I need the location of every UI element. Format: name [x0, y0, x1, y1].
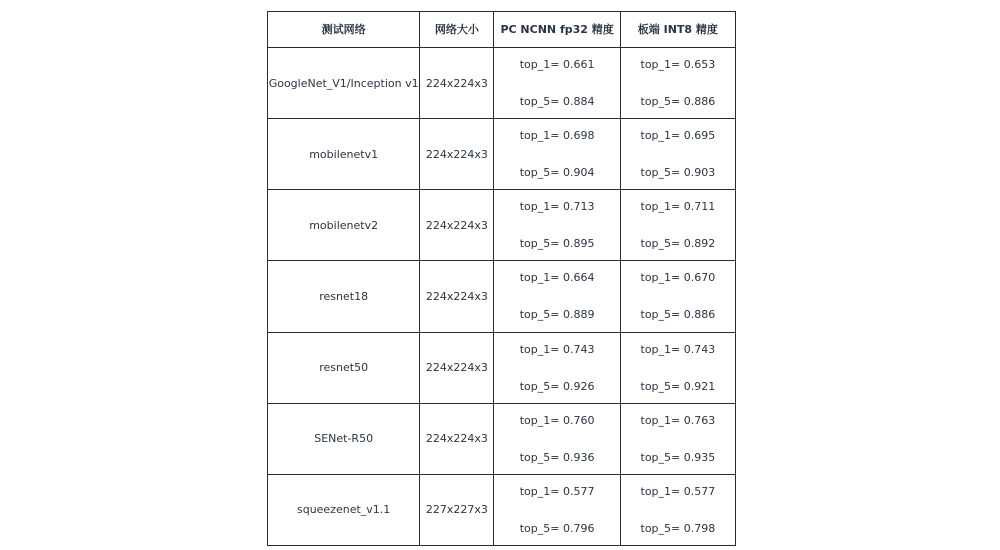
- int8-accuracy: [620, 261, 735, 332]
- network-name: resnet18: [268, 261, 420, 332]
- pc-top5: top_5= 0.936: [519, 450, 595, 464]
- pc-top1: top_1= 0.760: [519, 413, 595, 427]
- int8-top5: top_5= 0.886: [640, 95, 716, 109]
- int8-top1: top_1= 0.743: [640, 342, 716, 356]
- network-name: SENet-R50: [268, 403, 420, 474]
- network-name: resnet50: [268, 332, 420, 403]
- pc-top5: top_5= 0.796: [519, 521, 595, 535]
- network-size: 224x224x3: [420, 332, 494, 403]
- int8-accuracy: [620, 190, 735, 261]
- int8-top5: top_5= 0.892: [640, 237, 716, 251]
- network-name: squeezenet_v1.1: [268, 474, 420, 545]
- network-size: 224x224x3: [420, 261, 494, 332]
- pc-top1: top_1= 0.743: [519, 342, 595, 356]
- pc-accuracy: [494, 48, 620, 119]
- int8-top5: top_5= 0.798: [640, 521, 716, 535]
- pc-top5: top_5= 0.895: [519, 237, 595, 251]
- int8-accuracy: [620, 403, 735, 474]
- int8-top1: top_1= 0.695: [640, 129, 716, 143]
- pc-top1: top_1= 0.713: [519, 200, 595, 214]
- table-row: [268, 48, 736, 119]
- int8-top5: top_5= 0.921: [640, 379, 716, 393]
- pc-top5: top_5= 0.889: [519, 308, 595, 322]
- int8-top5: top_5= 0.903: [640, 166, 716, 180]
- int8-accuracy: [620, 119, 735, 190]
- table-row: [268, 332, 736, 403]
- int8-top1: top_1= 0.577: [640, 484, 716, 498]
- pc-accuracy: [494, 474, 620, 545]
- pc-accuracy: [494, 261, 620, 332]
- pc-top5: top_5= 0.926: [519, 379, 595, 393]
- network-name: mobilenetv1: [268, 119, 420, 190]
- int8-top1: top_1= 0.711: [640, 200, 716, 214]
- pc-top1: top_1= 0.698: [519, 129, 595, 143]
- network-size: 224x224x3: [420, 403, 494, 474]
- int8-accuracy: [620, 474, 735, 545]
- pc-top5: top_5= 0.904: [519, 166, 595, 180]
- header-network: 测试网络: [268, 12, 420, 48]
- table-row: [268, 190, 736, 261]
- header-int8: 板端 INT8 精度: [620, 12, 735, 48]
- pc-accuracy: [494, 190, 620, 261]
- int8-top1: top_1= 0.763: [640, 413, 716, 427]
- network-size: 224x224x3: [420, 48, 494, 119]
- int8-top1: top_1= 0.653: [640, 58, 716, 72]
- table-row: [268, 403, 736, 474]
- network-size: 224x224x3: [420, 190, 494, 261]
- int8-top1: top_1= 0.670: [640, 271, 716, 285]
- table-row: [268, 474, 736, 545]
- accuracy-table: [267, 11, 736, 546]
- header-row: [268, 12, 736, 48]
- pc-accuracy: [494, 403, 620, 474]
- int8-top5: top_5= 0.886: [640, 308, 716, 322]
- int8-accuracy: [620, 48, 735, 119]
- pc-top5: top_5= 0.884: [519, 95, 595, 109]
- pc-top1: top_1= 0.577: [519, 484, 595, 498]
- network-name: mobilenetv2: [268, 190, 420, 261]
- network-size: 227x227x3: [420, 474, 494, 545]
- pc-accuracy: [494, 119, 620, 190]
- header-pc-fp32: PC NCNN fp32 精度: [494, 12, 620, 48]
- int8-top5: top_5= 0.935: [640, 450, 716, 464]
- pc-top1: top_1= 0.661: [519, 58, 595, 72]
- pc-accuracy: [494, 332, 620, 403]
- table-row: [268, 261, 736, 332]
- header-size: 网络大小: [420, 12, 494, 48]
- int8-accuracy: [620, 332, 735, 403]
- network-name: GoogleNet_V1/Inception v1: [268, 48, 420, 119]
- network-size: 224x224x3: [420, 119, 494, 190]
- pc-top1: top_1= 0.664: [519, 271, 595, 285]
- table-row: [268, 119, 736, 190]
